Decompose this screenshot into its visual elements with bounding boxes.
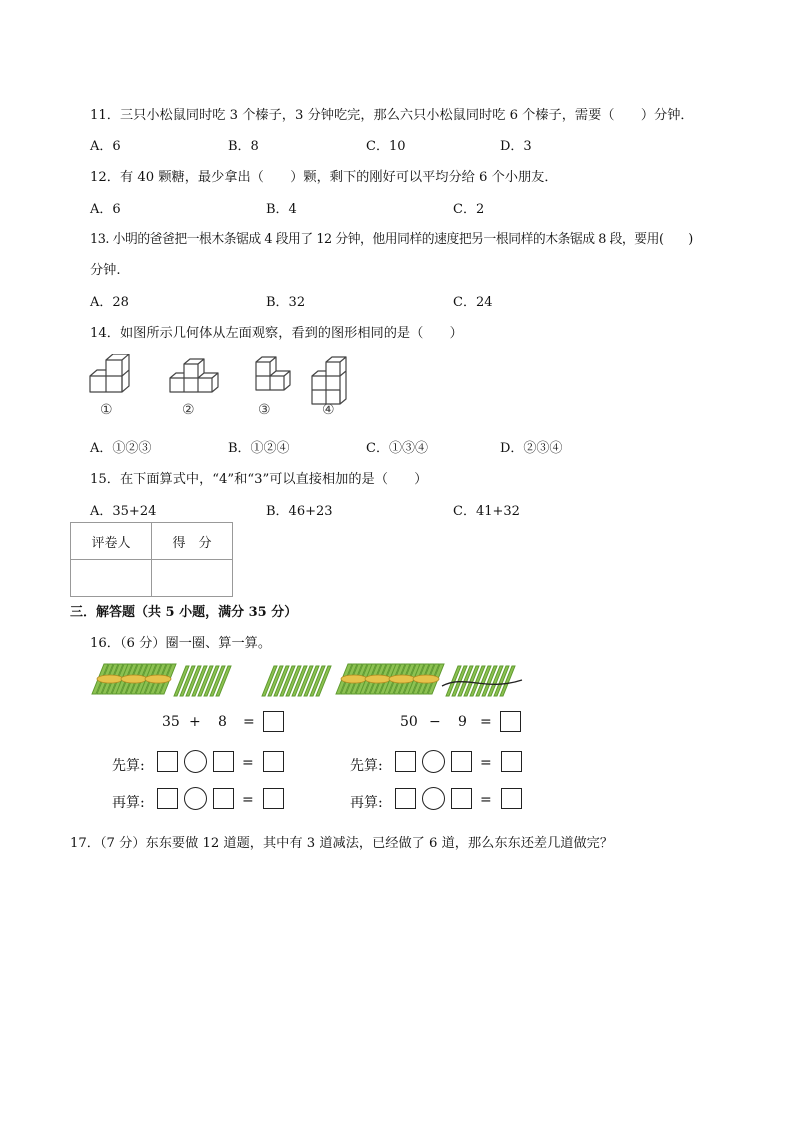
section3-title: 三．解答题（共 5 小题，满分 35 分） [70,605,298,620]
left-answer-box[interactable] [263,711,284,732]
left-step2-result-box[interactable] [263,788,284,809]
q15-option-a: A．35+24 [90,504,157,519]
score-table-score-cell [152,560,233,597]
right-step2-box2[interactable] [451,788,472,809]
left-step1-label: 先算: [112,758,145,774]
left-step2-eq: = [242,792,254,808]
right-step1-label: 先算: [350,758,383,774]
right-step1-box1[interactable] [395,751,416,772]
right-equation-op: − [429,714,441,730]
q16-stem: 16．（6 分）圈一圈、算一算。 [90,636,272,651]
single-sticks-middle [262,666,331,696]
counting-sticks-illustration [90,660,530,702]
q15-option-b: B．46+23 [266,504,333,519]
left-step2-box2[interactable] [213,788,234,809]
left-step1-operator-circle[interactable] [184,750,207,773]
q14-stem: 14．如图所示几何体从左面观察，看到的图形相同的是（ ） [90,326,463,341]
right-step1-box2[interactable] [451,751,472,772]
left-equation-a: 35 [162,714,180,730]
q12-option-a: A．6 [90,202,121,217]
q11-option-a: A．6 [90,139,121,154]
right-step1-eq: = [480,755,492,771]
right-equation-eq: = [480,714,492,730]
right-step2-operator-circle[interactable] [422,787,445,810]
left-step1-eq: = [242,755,254,771]
q13-option-b: B．32 [266,295,306,310]
right-step2-eq: = [480,792,492,808]
q14-option-c: C．①③④ [366,441,428,456]
q15-option-c: C．41+32 [453,504,520,519]
score-table [70,522,233,597]
q14-option-d: D．②③④ [500,441,563,456]
left-step1-box2[interactable] [213,751,234,772]
figure-label-3: ③ [258,402,271,418]
single-sticks-left [174,666,231,696]
right-step2-label: 再算: [350,795,383,811]
q12-option-c: C．2 [453,202,485,217]
left-step2-operator-circle[interactable] [184,787,207,810]
figure-label-2: ② [182,402,195,418]
q11-option-b: B．8 [228,139,259,154]
q13-option-a: A．28 [90,295,129,310]
q14-option-b: B．①②④ [228,441,290,456]
q12-stem: 12．有 40 颗糖，最少拿出（ ）颗，剩下的刚好可以平均分给 6 个小朋友． [90,170,558,185]
q11-stem: 11．三只小松鼠同时吃 3 个榛子，3 分钟吃完，那么六只小松鼠同时吃 6 个榛子，需要（ ）分钟． [90,108,694,123]
right-answer-box[interactable] [500,711,521,732]
q11-option-c: C．10 [366,139,406,154]
right-equation-a: 50 [400,714,418,730]
right-step1-result-box[interactable] [501,751,522,772]
solid-figure-4 [312,357,346,404]
score-table-grader-header: 评卷人 [71,523,152,560]
q17-stem: 17．（7 分）东东要做 12 道题，其中有 3 道减法，已经做了 6 道，那么东东还差几道做完？ [70,836,614,851]
score-table-score-header: 得 分 [152,523,233,560]
left-equation-b: 8 [218,714,227,730]
solid-figure-3 [256,357,290,390]
figure-label-1: ① [100,402,113,418]
right-step2-box1[interactable] [395,788,416,809]
left-step2-box1[interactable] [157,788,178,809]
score-table-grader-cell [71,560,152,597]
q11-option-d: D．3 [500,139,532,154]
q15-stem: 15．在下面算式中，“4”和“3”可以直接相加的是（ ） [90,472,428,487]
right-step2-result-box[interactable] [501,788,522,809]
left-step1-box1[interactable] [157,751,178,772]
single-sticks-right [446,666,515,696]
left-equation-eq: = [243,714,255,730]
solid-figure-1 [90,354,129,392]
q13-stem-line2: 分钟. [90,263,121,278]
right-step1-operator-circle[interactable] [422,750,445,773]
solid-figure-2 [170,359,218,392]
q14-option-a: A．①②③ [90,441,152,456]
left-equation-op: + [189,714,201,730]
q14-figure [88,354,358,420]
q13-stem-line1: 13. 小明的爸爸把一根木条锯成 4 段用了 12 分钟，他用同样的速度把另一根同样的木条锯成 8 段，要用( ) [90,232,693,247]
q12-option-b: B．4 [266,202,297,217]
right-equation-b: 9 [458,714,467,730]
left-step1-result-box[interactable] [263,751,284,772]
q13-option-c: C．24 [453,295,493,310]
left-step2-label: 再算: [112,795,145,811]
figure-label-4: ④ [322,402,335,418]
